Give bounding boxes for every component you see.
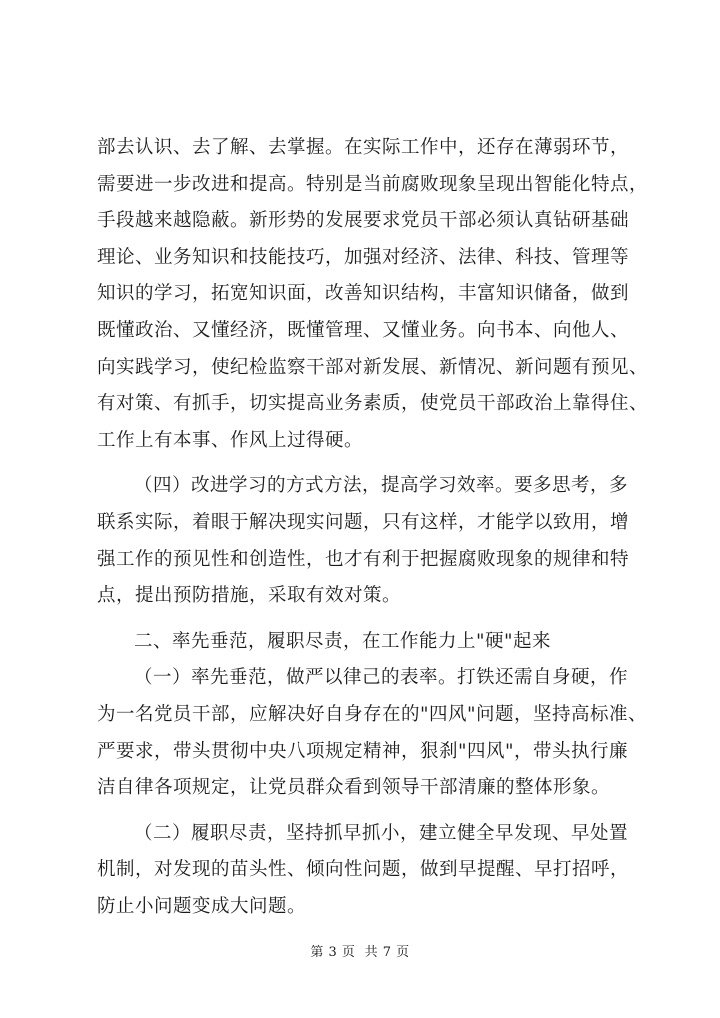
text-line: 严要求，带头贯彻中央八项规定精神，狠刹"四风"，带头执行廉 xyxy=(97,740,629,762)
document-body xyxy=(97,134,649,929)
text-line: 为一名党员干部，应解决好自身存在的"四风"问题，坚持高标准、 xyxy=(97,703,648,725)
text-line: 强工作的预见性和创造性，也才有利于把握腐败现象的规律和特 xyxy=(97,548,630,570)
text-line: 知识的学习，拓宽知识面，改善知识结构，丰富知识储备，做到 xyxy=(97,283,630,305)
paragraph-gap xyxy=(97,619,637,628)
text-line: 防止小问题变成大问题。 xyxy=(97,895,307,917)
text-line: 有对策、有抓手，切实提高业务素质，使党员干部政治上靠得住、 xyxy=(97,393,649,415)
text-line: 需要进一步改进和提高。特别是当前腐败现象呈现出智能化特点， xyxy=(97,173,649,195)
text-line: 理论、业务知识和技能技巧，加强对经济、法律、科技、管理等 xyxy=(97,246,630,268)
text-line: 联系实际，着眼于解决现实问题，只有这样，才能学以致用，增 xyxy=(97,511,630,533)
text-line: 手段越来越隐蔽。新形势的发展要求党员干部必须认真钻研基础 xyxy=(97,210,630,232)
text-line: 向实践学习，使纪检监察干部对新发展、新情况、新问题有预见、 xyxy=(97,356,649,378)
section-heading-2: 二、率先垂范，履职尽责，在工作能力上"硬"起来 xyxy=(134,630,552,652)
page-footer xyxy=(0,941,720,960)
text-line: 既懂政治、又懂经济，既懂管理、又懂业务。向书本、向他人、 xyxy=(97,319,630,341)
paragraph-heading-2: （二）履职尽责，坚持抓早抓小，建立健全早发现、早处置 xyxy=(134,822,629,844)
text-line: 洁自律各项规定，让党员群众看到领导干部清廉的整体形象。 xyxy=(97,777,611,799)
paragraph-heading-1: （一）率先垂范，做严以律己的表率。打铁还需自身硬，作 xyxy=(134,667,629,689)
text-line: 点，提出预防措施，采取有效对策。 xyxy=(97,585,402,607)
page-number: 第 3 页 共 7 页 xyxy=(310,945,410,960)
text-line: 机制，对发现的苗头性、倾向性问题，做到早提醒、早打招呼， xyxy=(97,859,630,881)
text-line: 部去认识、去了解、去掌握。在实际工作中，还存在薄弱环节， xyxy=(97,137,630,158)
text-line: 工作上有本事、作风上过得硬。 xyxy=(97,429,364,451)
paragraph-gap xyxy=(97,463,637,472)
paragraph-gap xyxy=(97,811,637,820)
paragraph-heading-4: （四）改进学习的方式方法，提高学习效率。要多思考，多 xyxy=(134,475,629,497)
